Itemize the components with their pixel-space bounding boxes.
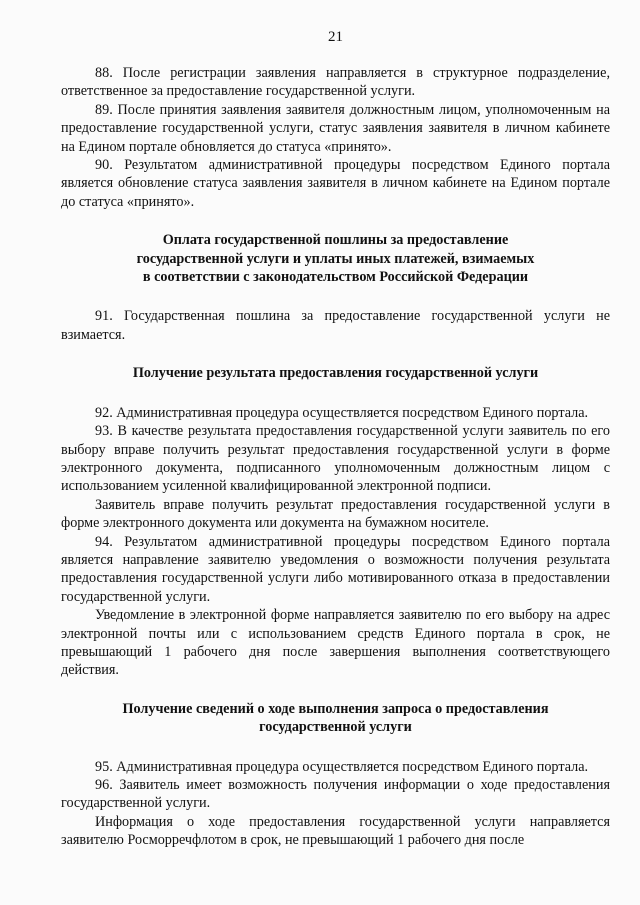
section-heading [61,231,610,286]
section-heading-line: государственной услуги [259,719,412,736]
paragraph: Уведомление в электронной форме направляется заявителю по его выбору на адрес электронной почты или с использованием средств Единого портала в срок, не превышающий 1 рабочего дня после завершения выполнения соответствующего действия. [61,607,610,679]
paragraph: 93. В качестве результата предоставления государственной услуги заявитель по его выбору вправе получить результат предоставления государственной услуги в форме электронного документа, подписанного уполномоченным должностным лицом с использованием усиленной квалифицированной электронной подписи. [61,423,610,495]
section-heading-line: в соответствии с законодательством Российской Федерации [142,269,529,286]
page-number: 21 [328,29,343,45]
document-body [61,64,610,850]
section-heading-line: Получение результата предоставления государственной услуги [132,365,539,382]
section-heading [61,700,610,737]
paragraph: 96. Заявитель имеет возможность получения информации о ходе предоставления государственной услуги. [61,777,610,812]
section-heading-line: Получение сведений о ходе выполнения запроса о предоставления [122,700,549,717]
paragraph: 90. Результатом административной процедуры посредством Единого портала является обновление статуса заявления заявителя в личном кабинете на Едином портале до статуса «принято». [61,157,610,210]
paragraph: 92. Административная процедура осуществляется посредством Единого портала. [95,404,589,421]
paragraph: 89. После принятия заявления заявителя должностным лицом, уполномоченным на предоставление государственной услуги, статус заявления заявителя в личном кабинете на Едином портале обновляется до статуса «принято». [61,101,610,155]
section-heading [61,364,610,382]
section-heading-line: Оплата государственной пошлины за предоставление [162,232,509,249]
paragraph: 95. Административная процедура осуществляется посредством Единого портала. [95,758,589,775]
paragraph: 88. После регистрации заявления направляется в структурное подразделение, ответственное за предоставление государственной услуги. [61,65,610,100]
paragraph: 91. Государственная пошлина за предоставление государственной услуги не взимается. [61,308,610,343]
section-heading-line: государственной услуги и уплаты иных платежей, взимаемых [136,250,535,267]
paragraph: Заявитель вправе получить результат предоставления государственной услуги в форме электронного документа или документа на бумажном носителе. [61,496,610,532]
paragraph: Информация о ходе предоставления государственной услуги направляется заявителю Росморречфлотом в срок, не превышающий 1 рабочего дня после [61,813,610,849]
paragraph: 94. Результатом административной процедуры посредством Единого портала является направление заявителю уведомления о возможности получения результата предоставления государственной услуги либо мотивированного отказа в предоставлении государственной услуги. [61,533,610,605]
